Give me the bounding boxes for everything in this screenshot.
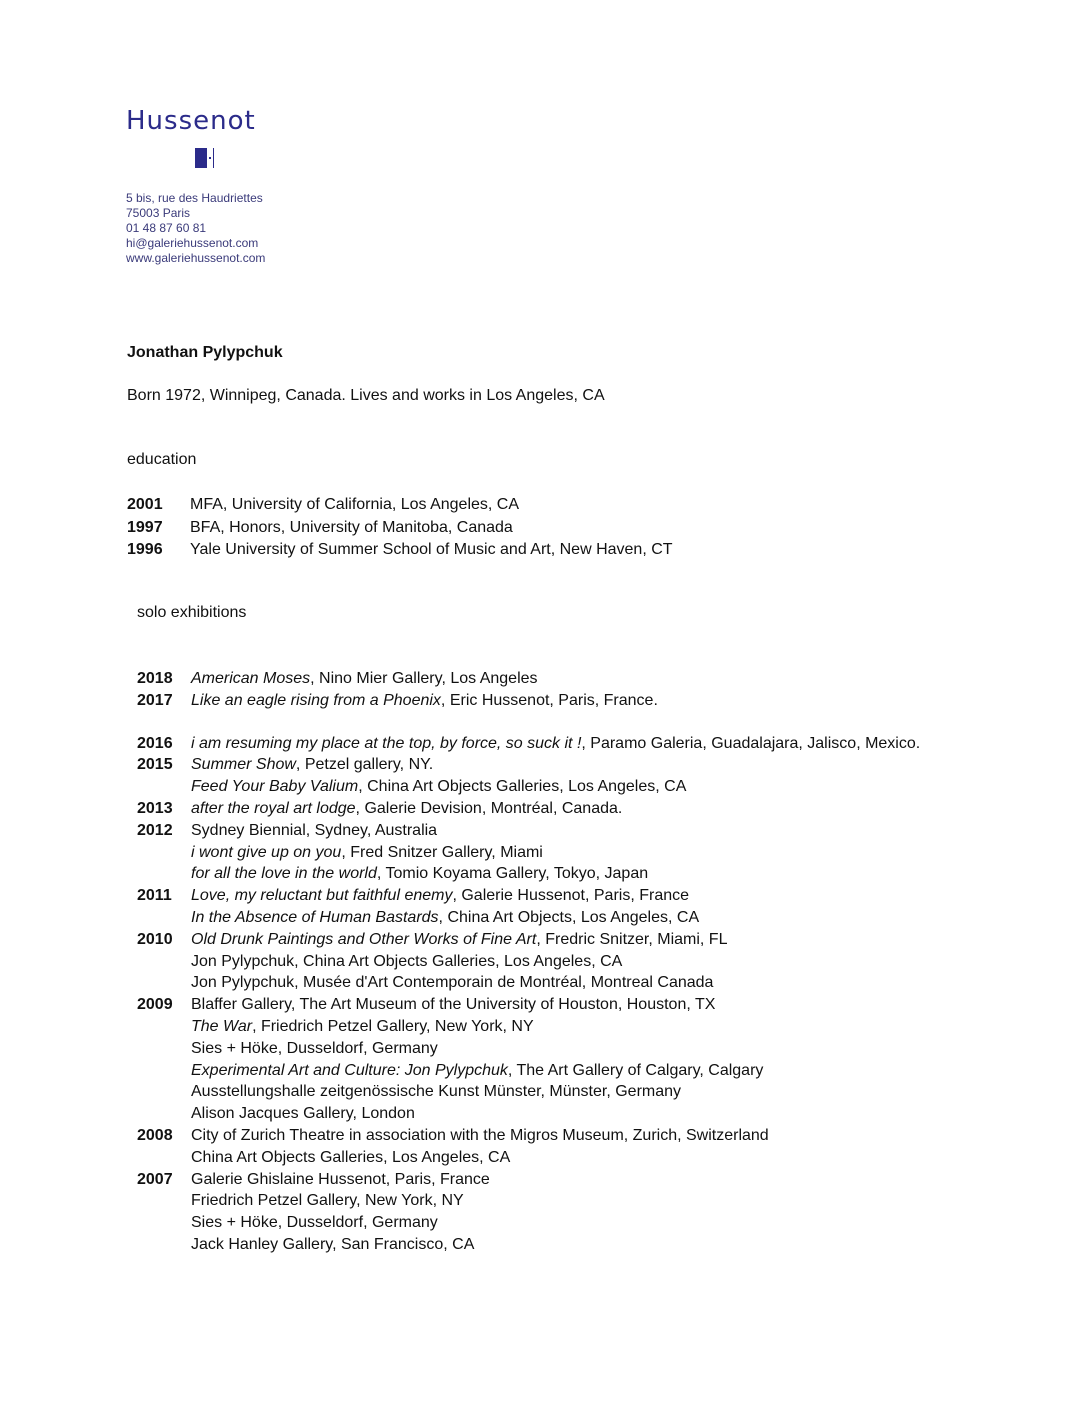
exhibition-entry bbox=[191, 1147, 987, 1169]
exhibition-title: for all the love in the world bbox=[191, 865, 377, 883]
exhibition-year: 2017 bbox=[137, 691, 173, 709]
exhibition-entry bbox=[191, 972, 987, 994]
education-item bbox=[127, 494, 673, 517]
exhibition-entry bbox=[191, 754, 987, 776]
exhibition-title: American Moses bbox=[191, 670, 311, 687]
exhibition-title: Old Drunk Paintings and Other Works of Fine Art bbox=[191, 930, 537, 948]
exhibition-year: 2013 bbox=[137, 799, 173, 817]
exhibition-venue: , Petzel gallery, NY. bbox=[295, 756, 434, 774]
exhibition-venue: Jack Hanley Gallery, San Francisco, CA bbox=[191, 1235, 475, 1253]
exhibition-venue: Ausstellungshalle zeitgenössische Kunst Münster, Münster, Germany bbox=[191, 1083, 682, 1101]
exhibition-entry bbox=[191, 1169, 987, 1191]
artist-bio: Born 1972, Winnipeg, Canada. Lives and works in Los Angeles, CA bbox=[127, 387, 605, 404]
exhibition-title: after the royal art lodge bbox=[191, 799, 356, 817]
exhibition-venue: China Art Objects Galleries, Los Angeles, CA bbox=[191, 1148, 511, 1166]
exhibition-entry bbox=[191, 733, 987, 755]
exhibition-entry bbox=[191, 929, 987, 951]
education-year: 1996 bbox=[127, 541, 163, 558]
exhibition-venue: , Nino Mier Gallery, Los Angeles bbox=[310, 670, 538, 687]
exhibition-title: Experimental Art and Culture: Jon Pylypchuk bbox=[191, 1061, 508, 1079]
exhibition-year-block bbox=[137, 1125, 987, 1169]
exhibition-entry bbox=[191, 885, 987, 907]
education-text: MFA, University of California, Los Angeles, CA bbox=[190, 496, 520, 513]
exhibition-year-block bbox=[137, 668, 987, 690]
exhibition-venue: , The Art Gallery of Calgary, Calgary bbox=[507, 1061, 764, 1079]
exhibition-entries bbox=[191, 994, 987, 1125]
exhibition-year-block bbox=[137, 994, 987, 1125]
address-phone: 01 48 87 60 81 bbox=[126, 221, 207, 235]
exhibition-venue: Blaffer Gallery, The Art Museum of the University of Houston, Houston, TX bbox=[191, 996, 716, 1014]
exhibition-title: Love, my reluctant but faithful enemy bbox=[191, 887, 453, 905]
exhibition-entry bbox=[191, 1081, 987, 1103]
exhibition-venue: Sies + Höke, Dusseldorf, Germany bbox=[191, 1039, 438, 1057]
gallery-logo: Hussenot bbox=[126, 106, 256, 136]
exhibition-venue: , Tomio Koyama Gallery, Tokyo, Japan bbox=[376, 865, 649, 883]
artist-name: Jonathan Pylypchuk bbox=[127, 344, 283, 361]
exhibition-venue: Jon Pylypchuk, China Art Objects Galleries, Los Angeles, CA bbox=[191, 952, 623, 970]
exhibition-entry bbox=[191, 1038, 987, 1060]
exhibition-venue: Sies + Höke, Dusseldorf, Germany bbox=[191, 1214, 438, 1232]
exhibition-venue: City of Zurich Theatre in association with the Migros Museum, Zurich, Switzerland bbox=[191, 1126, 769, 1144]
exhibition-year: 2011 bbox=[137, 887, 172, 905]
exhibition-title: Summer Show bbox=[191, 756, 296, 774]
education-heading: education bbox=[127, 451, 197, 468]
exhibition-venue: Galerie Ghislaine Hussenot, Paris, France bbox=[191, 1170, 490, 1188]
exhibition-year: 2016 bbox=[137, 734, 173, 752]
exhibition-title: i wont give up on you bbox=[191, 843, 342, 861]
exhibition-year: 2009 bbox=[137, 996, 173, 1014]
exhibition-entries bbox=[191, 690, 987, 712]
exhibition-entry bbox=[191, 1234, 987, 1256]
exhibition-venue: , Fred Snitzer Gallery, Miami bbox=[341, 843, 543, 861]
exhibition-entries bbox=[191, 929, 987, 994]
exhibition-venue: , Eric Hussenot, Paris, France. bbox=[440, 691, 658, 709]
exhibition-entries bbox=[191, 1125, 987, 1169]
exhibition-year-block bbox=[137, 690, 987, 712]
exhibition-venue: Jon Pylypchuk, Musée d'Art Contemporain de Montréal, Montreal Canada bbox=[191, 974, 714, 992]
exhibition-year: 2015 bbox=[137, 756, 173, 774]
exhibition-title: i am resuming my place at the top, by force, so suck it ! bbox=[191, 734, 582, 752]
exhibition-entries bbox=[191, 820, 987, 885]
exhibition-venue: , China Art Objects Galleries, Los Angeles, CA bbox=[358, 778, 687, 796]
address-website[interactable]: www.galeriehussenot.com bbox=[126, 251, 266, 265]
gallery-address bbox=[126, 191, 265, 266]
exhibition-entry bbox=[191, 863, 987, 885]
exhibition-entry bbox=[191, 820, 987, 842]
exhibition-year: 2012 bbox=[137, 821, 173, 839]
exhibition-entries bbox=[191, 1169, 987, 1256]
exhibition-venue: , Fredric Snitzer, Miami, FL bbox=[536, 930, 728, 948]
exhibition-entry bbox=[191, 776, 987, 798]
exhibition-title: In the Absence of Human Bastards bbox=[191, 908, 439, 926]
exhibition-entries bbox=[191, 668, 987, 690]
exhibition-venue: Sydney Biennial, Sydney, Australia bbox=[191, 821, 438, 839]
door-logo-icon bbox=[195, 148, 217, 168]
solo-exhibitions-heading: solo exhibitions bbox=[137, 604, 247, 621]
exhibition-title: Feed Your Baby Valium bbox=[191, 778, 359, 796]
exhibition-entry bbox=[191, 690, 987, 712]
exhibition-entry bbox=[191, 798, 987, 820]
exhibition-entry bbox=[191, 1190, 987, 1212]
education-year: 2001 bbox=[127, 496, 163, 513]
exhibition-venue: , Friedrich Petzel Gallery, New York, NY bbox=[252, 1017, 534, 1035]
exhibition-entry bbox=[191, 1016, 987, 1038]
exhibition-year-block bbox=[137, 1169, 987, 1256]
exhibition-entries bbox=[191, 885, 987, 929]
exhibition-entries bbox=[191, 754, 987, 798]
exhibition-entry bbox=[191, 1060, 987, 1082]
exhibition-year-block bbox=[137, 820, 987, 885]
exhibition-year-block bbox=[137, 733, 987, 755]
address-email[interactable]: hi@galeriehussenot.com bbox=[126, 236, 259, 250]
exhibition-entry bbox=[191, 842, 987, 864]
exhibition-venue: , Galerie Devision, Montréal, Canada. bbox=[355, 799, 623, 817]
exhibition-entries bbox=[191, 733, 987, 755]
exhibition-venue: , Galerie Hussenot, Paris, France bbox=[452, 887, 690, 905]
exhibition-venue: Friedrich Petzel Gallery, New York, NY bbox=[191, 1192, 464, 1210]
education-list bbox=[127, 494, 673, 562]
exhibition-entry bbox=[191, 668, 987, 690]
exhibition-venue: Alison Jacques Gallery, London bbox=[191, 1105, 415, 1123]
exhibition-year-block bbox=[137, 754, 987, 798]
exhibition-entry bbox=[191, 1103, 987, 1125]
exhibition-year: 2010 bbox=[137, 930, 173, 948]
exhibition-entry bbox=[191, 1125, 987, 1147]
exhibition-venue: , China Art Objects, Los Angeles, CA bbox=[438, 908, 700, 926]
solo-exhibitions-list bbox=[137, 668, 987, 1256]
exhibition-year: 2007 bbox=[137, 1170, 173, 1188]
exhibition-venue: , Paramo Galeria, Guadalajara, Jalisco, Mexico. bbox=[581, 734, 921, 752]
exhibition-entry bbox=[191, 907, 987, 929]
education-year: 1997 bbox=[127, 518, 163, 536]
education-text: BFA, Honors, University of Manitoba, Canada bbox=[190, 518, 513, 536]
education-text: Yale University of Summer School of Music and Art, New Haven, CT bbox=[190, 541, 673, 558]
exhibition-title: The War bbox=[191, 1017, 253, 1035]
education-item bbox=[127, 539, 673, 562]
exhibition-year: 2008 bbox=[137, 1126, 173, 1144]
exhibition-year: 2018 bbox=[137, 670, 173, 687]
exhibition-entry bbox=[191, 1212, 987, 1234]
exhibition-entry bbox=[191, 994, 987, 1016]
exhibition-year-block bbox=[137, 798, 987, 820]
exhibition-entry bbox=[191, 951, 987, 973]
address-city: 75003 Paris bbox=[126, 206, 191, 220]
address-street: 5 bis, rue des Haudriettes bbox=[126, 191, 263, 205]
exhibition-year-block bbox=[137, 885, 987, 929]
education-item bbox=[127, 517, 673, 540]
exhibition-title: Like an eagle rising from a Phoenix bbox=[191, 691, 441, 709]
exhibition-year-block bbox=[137, 929, 987, 994]
exhibition-entries bbox=[191, 798, 987, 820]
